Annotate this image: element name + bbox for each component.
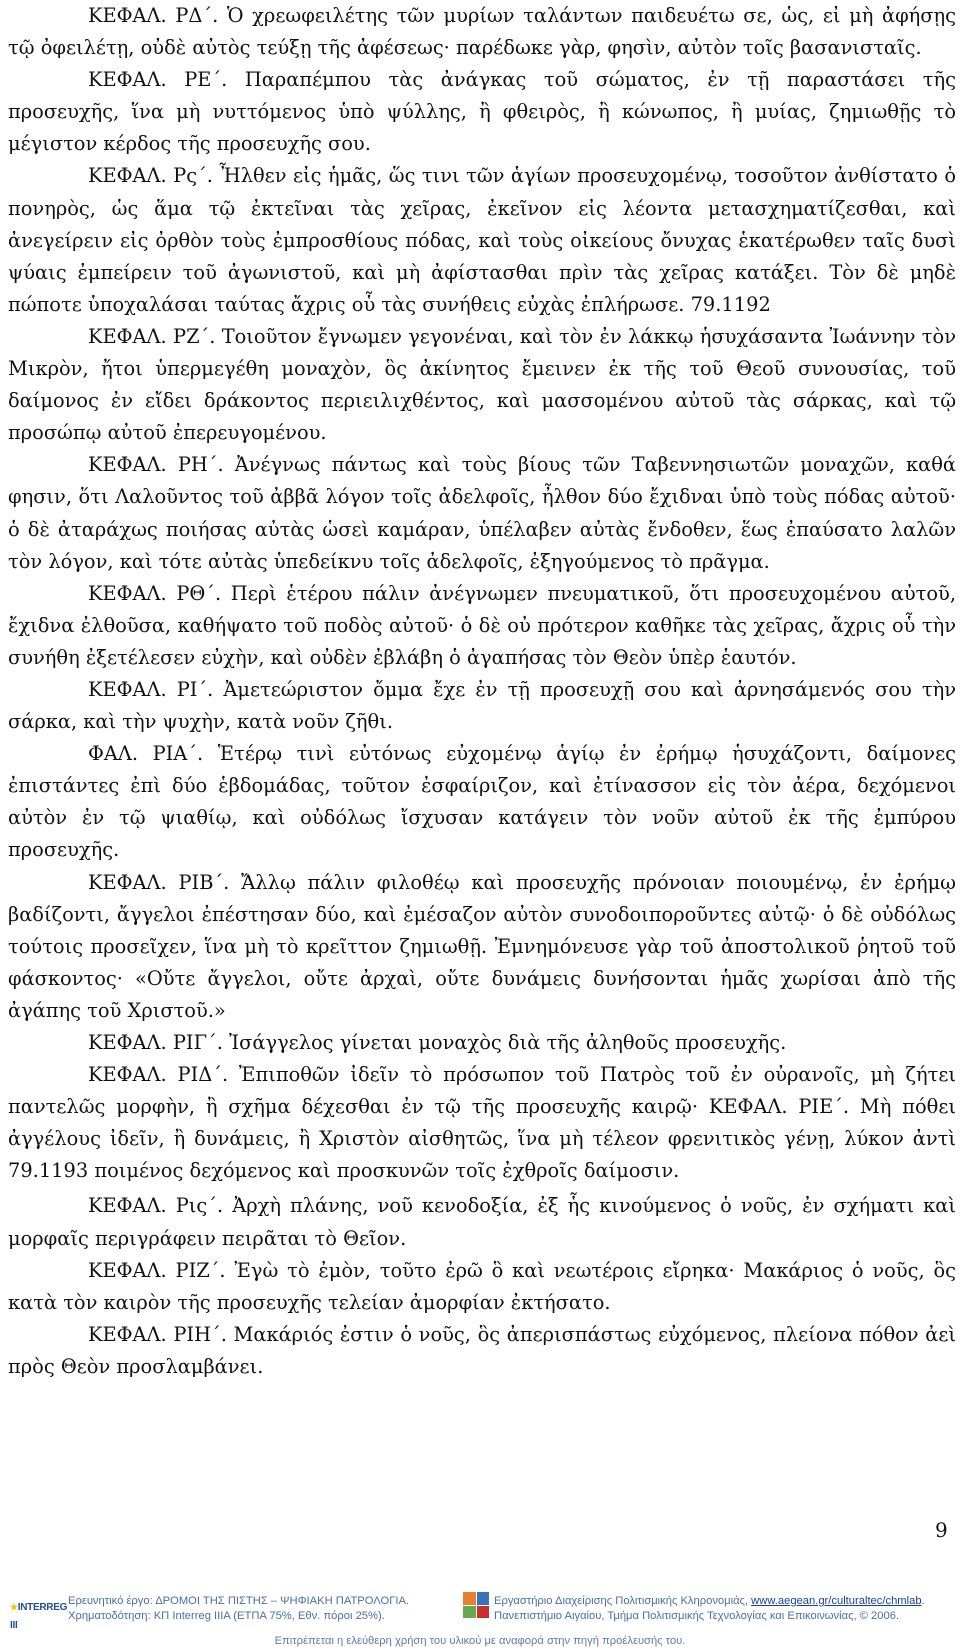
chapter-paragraph: ΚΕΦΑΛ. ΡΔ΄. Ὁ χρεωφειλέτης τῶν μυρίων ταλάντων παιδευέτω σε, ὡς, εἰ μὴ ἀφήσῃς τῷ ὀφειλέτῃ, οὐδὲ αὐτὸς τεύξῃ τῆς ἀφέσεως· παρέδωκε γὰρ, φησὶν, αὐτὸν τοῖς βασανισταῖς. <box>8 4 956 60</box>
document-body <box>8 0 956 1383</box>
footer-project-info <box>68 1594 409 1624</box>
chapter-paragraph: ΚΕΦΑΛ. ΡΖ΄. Τοιοῦτον ἔγνωμεν γεγονέναι, καὶ τὸν ἐν λάκκῳ ἡσυχάσαντα Ἰωάννην τὸν Μικρὸν, ἤτοι ὑπερμεγέθη μοναχὸν, ὃς ἀκίνητος ἔμεινεν ἐκ τῆς τοῦ Θεοῦ συνουσίας, τοῦ δαίμονος ἐν εἴδει δράκοντος περιειλιχθέντος, καὶ μασσομένου αὐτοῦ τὰς σάρκας, καὶ τῷ προσώπῳ αὐτοῦ ἐπερευγομένου. <box>8 324 956 445</box>
chapter-paragraph: ΚΕΦΑΛ. ΡΙ΄. Ἀμετεώριστον ὄμμα ἔχε ἐν τῇ προσευχῇ σου καὶ ἀρνησάμενός σου τὴν σάρκα, καὶ τὴν ψυχὴν, κατὰ νοῦν ζῆθι. <box>8 677 956 734</box>
page-number: 9 <box>935 1518 948 1542</box>
lab-logo <box>463 1592 489 1618</box>
chapter-paragraph: ΚΕΦΑΛ. ΡΙΖ΄. Ἐγὼ τὸ ἐμὸν, τοῦτο ἐρῶ ὃ καὶ νεωτέροις εἴρηκα· Μακάριος ὁ νοῦς, ὃς κατὰ τὸν καιρὸν τῆς προσευχῆς τελείαν ἀμορφίαν ἐκτήσατο. <box>8 1258 956 1314</box>
chapter-paragraph: ΚΕΦΑΛ. ΡΘ΄. Περὶ ἑτέρου πάλιν ἀνέγνωμεν πνευματικοῦ, ὅτι προσευχομένου αὐτοῦ, ἔχιδνα ἐλθοῦσα, καθήψατο τοῦ ποδὸς αὐτοῦ· ὁ δὲ οὐ πρότερον καθῆκε τὰς χεῖρας, ἄχρις οὗ τὴν συνήθη ἐξετέλεσεν εὐχὴν, καὶ οὐδὲν ἐβλάβη ὁ ἀγαπήσας τὸν Θεὸν ὑπὲρ ἑαυτόν. <box>8 581 956 669</box>
chapter-paragraph: ΚΕΦΑΛ. ΡΕ΄. Παραπέμπου τὰς ἀνάγκας τοῦ σώματος, ἐν τῇ παραστάσει τῆς προσευχῆς, ἵνα μὴ νυττόμενος ὑπὸ ψύλλης, ἢ φθειρὸς, ἢ κώνωπος, ἢ μυίας, ζημιωθῇς τὸ μέγιστον κέρδος τῆς προσευχῆς σου. <box>8 68 956 156</box>
footer-lab-info: Εργαστήριο Διαχείρισης Πολιτισμικής Κληρονομιάς, www.aegean.gr/culturaltec/chmlab. Πανεπιστήμιο Αιγαίου, Τμήμα Πολιτισμικής Τεχνολογίας και Επικοινωνίας, © 2006. <box>494 1595 925 1622</box>
chapter-paragraph: ΚΕΦΑΛ. Ρς΄. Ἦλθεν εἰς ἡμᾶς, ὥς τινι τῶν ἁγίων προσευχομένῳ, τοσοῦτον ἀνθίστατο ὁ πονηρὸς, ὡς ἅμα τῷ ἐκτεῖναι τὰς χεῖρας, ἐκεῖνον εἰς λέοντα μετασχηματίζεσθαι, καὶ ἀνεγείρειν εἰς ὀρθὸν τοὺς ἐμπροσθίους πόδας, καὶ τοὺς οἰκείους ὄνυχας ἑκατέρωθεν ταῖς δυσὶ ψύαις ἐμπείρειν τοῦ ἀγωνιστοῦ, καὶ μὴ ἀφίστασθαι πρὶν τὰς χεῖρας κατάξει. Τὸν δὲ μηδὲ πώποτε ὑποχαλάσαι ταύτας ἄχρις οὗ τὰς συνήθεις εὐχὰς ἐπλήρωσε. 79.1192 <box>8 164 956 316</box>
interreg-logo <box>10 1598 68 1631</box>
chapter-paragraph: ΚΕΦΑΛ. ΡΙΔ΄. Ἐπιποθῶν ἰδεῖν τὸ πρόσωπον τοῦ Πατρὸς τοῦ ἐν οὐρανοῖς, μὴ ζήτει παντελῶς μορφὴν, ἢ σχῆμα δέχεσθαι ἐν τῷ τῆς προσευχῆς καιρῷ· ΚΕΦΑΛ. ΡΙΕ΄. Μὴ πόθει ἀγγέλους ἰδεῖν, ἢ δυνάμεις, ἢ Χριστὸν αἰσθητῶς, ἵνα μὴ τέλεον φρενιτικὸς γένῃ, λύκον ἀντὶ 79.1193 ποιμένος δεχόμενος καὶ προσκυνῶν τοῖς ἐχθροῖς δαίμοσιν. <box>8 1063 956 1183</box>
chapter-paragraph: ΚΕΦΑΛ. ΡΗ΄. Ἀνέγνως πάντως καὶ τοὺς βίους τῶν Ταβεννησιωτῶν μοναχῶν, καθά φησιν, ὅτι Λαλοῦντος τοῦ ἀββᾶ λόγον τοῖς ἀδελφοῖς, ἦλθον δύο ἔχιδναι ὑπὸ τοὺς πόδας αὐτοῦ· ὁ δὲ ἀταράχως ποιήσας αὐτὰς ὡσεὶ καμάραν, ὑπέλαβεν αὐτὰς ἔνδοθεν, ἕως ἐπαύσατο λαλῶν τὸν λόγον, καὶ τότε αὐτὰς ὑπεδείκνυ τοῖς ἀδελφοῖς, ἐξηγούμενος τὸ πρᾶγμα. <box>8 453 956 573</box>
footer-usage-notice: Επιτρέπεται η ελεύθερη χρήση του υλικού με αναφορά στην πηγή προέλευσής του. <box>274 1635 686 1647</box>
footer-lab-link[interactable]: www.aegean.gr/culturaltec/chmlab <box>751 1595 922 1607</box>
footer-university-line: Πανεπιστήμιο Αιγαίου, Τμήμα Πολιτισμικής Τεχνολογίας και Επικοινωνίας, © 2006. <box>494 1610 900 1622</box>
chapter-paragraph: ΦΑΛ. ΡΙΑ΄. Ἑτέρῳ τινὶ εὐτόνως εὐχομένῳ ἁγίῳ ἐν ἐρήμῳ ἡσυχάζοντι, δαίμονες ἐπιστάντες ἐπὶ δύο ἑβδομάδας, τοῦτον ἐσφαίριζον, καὶ ἐτίνασσον εἰς τὸν ἀέρα, δεχόμενοι αὐτὸν ἐν τῷ ψιαθίῳ, καὶ οὐδόλως ἴσχυσαν κατάγειν τὸν νοῦν αὐτοῦ ἐκ τῆς ἐμπύρου προσευχῆς. <box>8 742 956 862</box>
footer-project-line: Ερευνητικό έργο: ΔΡΟΜΟΙ ΤΗΣ ΠΙΣΤΗΣ – ΨΗΦΙΑΚΗ ΠΑΤΡΟΛΟΓΙΑ. <box>68 1595 410 1607</box>
eu-stars-icon: ★ <box>10 1602 18 1612</box>
chapter-paragraph: ΚΕΦΑΛ. ΡΙΒ΄. Ἄλλῳ πάλιν φιλοθέῳ καὶ προσευχῆς πρόνοιαν ποιουμένῳ, ἐν ἐρήμῳ βαδίζοντι, ἄγγελοι ἐπέστησαν δύο, καὶ ἐμέσαζον αὐτὸν συνοδοιποροῦντες αὐτῷ· ὁ δὲ οὐδόλως τούτοις προσεῖχεν, ἵνα μὴ τὸ κρεῖττον ζημιωθῇ. Ἐμνημόνευσε γὰρ τοῦ ἀποστολικοῦ ῥητοῦ τοῦ φάσκοντος· «Οὔτε ἄγγελοι, οὔτε ἀρχαὶ, οὔτε δυνάμεις δυνήσονται ἡμᾶς χωρίσαι ἀπὸ τῆς ἀγάπης τοῦ Χριστοῦ.» <box>8 870 956 1022</box>
chapter-paragraph: ΚΕΦΑΛ. Ρις΄. Ἀρχὴ πλάνης, νοῦ κενοδοξία, ἐξ ἧς κινούμενος ὁ νοῦς, ἐν σχήματι καὶ μορφαῖς περιγράφειν πειρᾶται τὸ Θεῖον. <box>8 1194 956 1250</box>
chapter-paragraph: ΚΕΦΑΛ. ΡΙΗ΄. Μακάριός ἐστιν ὁ νοῦς, ὃς ἀπερισπάστως εὐχόμενος, πλείονα πόθον ἀεὶ πρὸς Θεὸν προσλαμβάνει. <box>8 1322 956 1378</box>
footer-lab-name: Εργαστήριο Διαχείρισης Πολιτισμικής Κληρονομιάς, <box>494 1595 752 1607</box>
page-footer <box>0 1578 960 1651</box>
chapter-paragraph: ΚΕΦΑΛ. ΡΙΓ΄. Ἰσάγγελος γίνεται μοναχὸς διὰ τῆς ἀληθοῦς προσευχῆς. <box>88 1031 787 1054</box>
footer-funding-line: Χρηματοδότηση: ΚΠ Interreg IIIA (ΕΤΠΑ 75%, Εθν. πόροι 25%). <box>68 1610 385 1622</box>
interreg-logo-text: INTERREG III <box>10 1602 68 1631</box>
